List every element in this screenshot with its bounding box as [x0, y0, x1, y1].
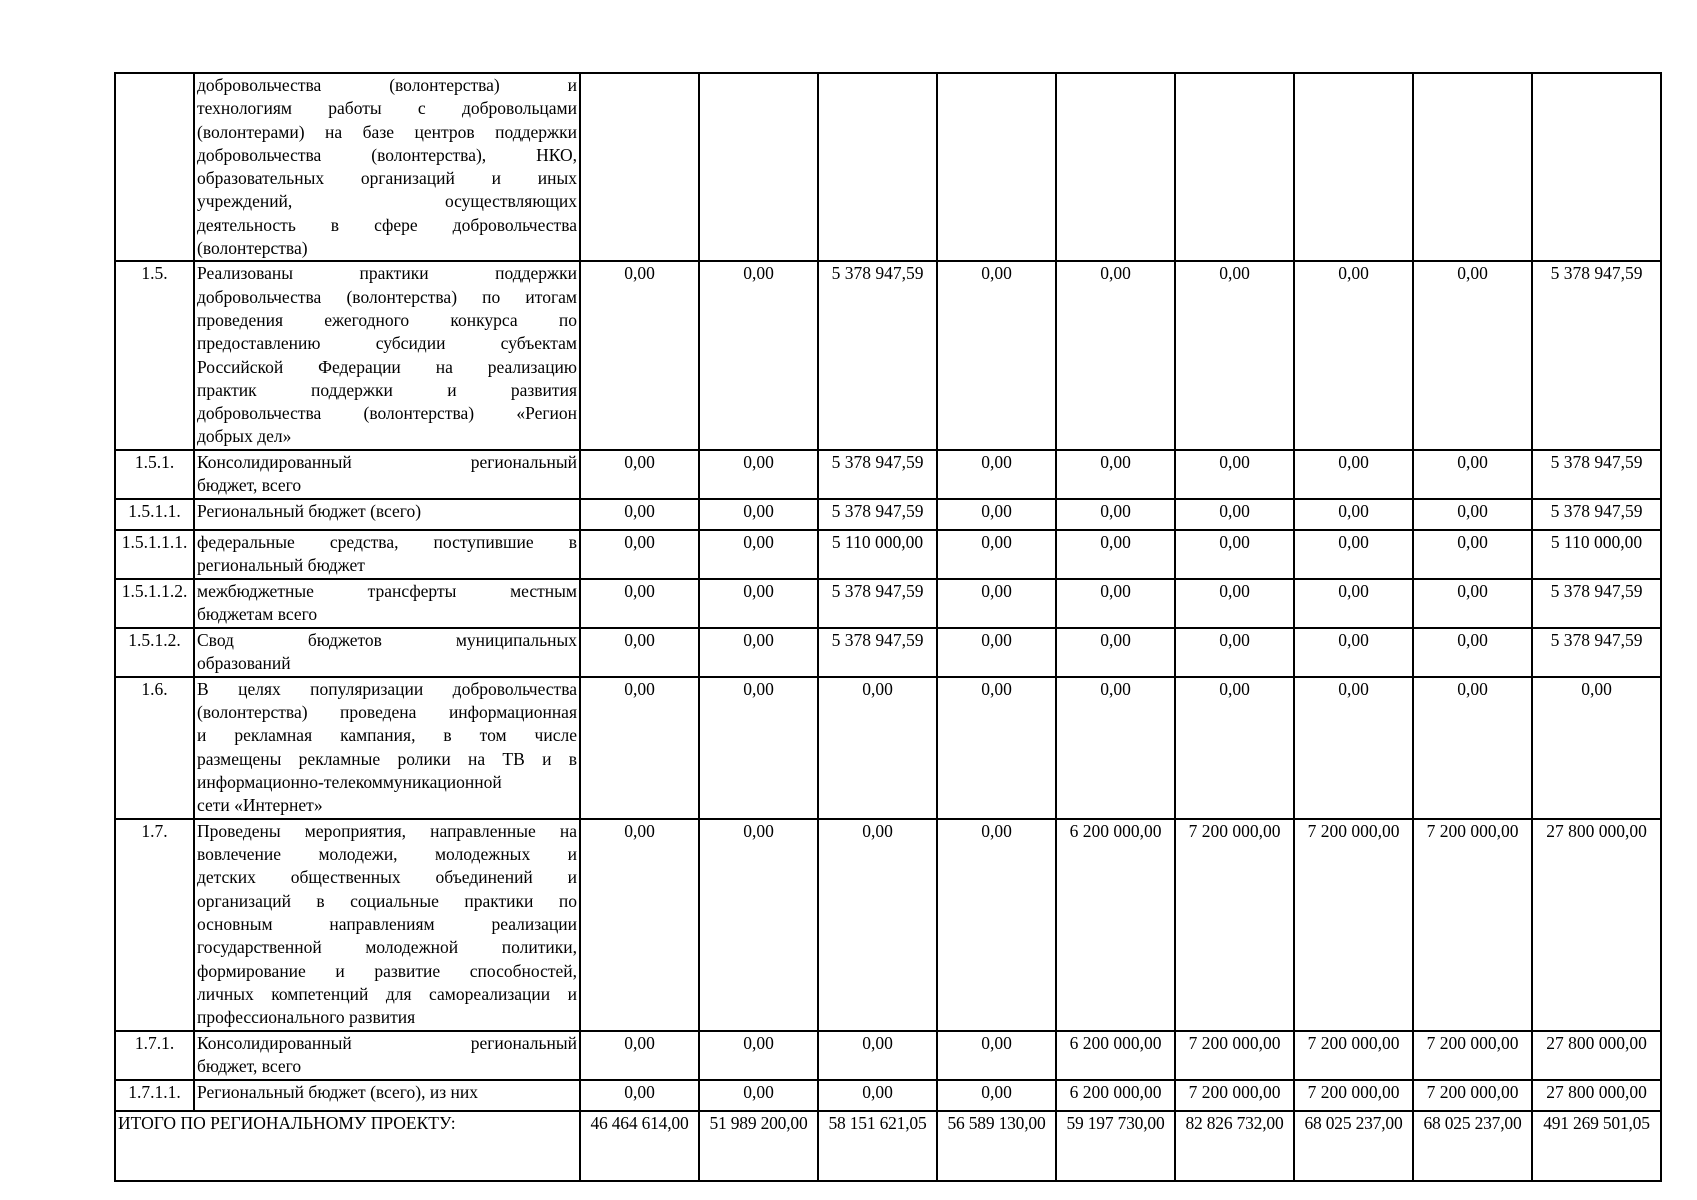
description-line: размещены рекламные ролики на ТВ и в [197, 748, 577, 769]
description-line: образований [197, 653, 291, 674]
value-cell [580, 73, 699, 261]
row-description [194, 73, 580, 261]
value-cell: 0,00 [1294, 579, 1413, 628]
table-row [115, 73, 1661, 261]
value-cell: 0,00 [1413, 628, 1532, 677]
table-body [115, 73, 1661, 1181]
value-cell: 0,00 [1175, 450, 1294, 499]
description-line: государственной молодежной политики, [197, 937, 577, 958]
value-cell: 0,00 [1175, 677, 1294, 819]
value-cell: 5 378 947,59 [1532, 450, 1661, 499]
row-number: 1.5.1. [115, 450, 194, 499]
description-line: добровольчества (волонтерства) и [197, 75, 577, 95]
description-line: (волонтерами) на базе центров поддержки [197, 121, 577, 142]
table-row [115, 1080, 1661, 1111]
value-cell: 0,00 [818, 677, 937, 819]
value-cell: 7 200 000,00 [1294, 1080, 1413, 1111]
description-line: информационно-телекоммуникационной [197, 771, 502, 792]
value-cell: 0,00 [937, 261, 1056, 449]
value-cell: 0,00 [1294, 261, 1413, 449]
value-cell: 0,00 [1413, 677, 1532, 819]
row-description [194, 579, 580, 628]
value-cell: 0,00 [699, 1080, 818, 1111]
value-cell: 0,00 [699, 628, 818, 677]
total-value-cell: 58 151 621,05 [818, 1111, 937, 1181]
value-cell: 7 200 000,00 [1413, 1080, 1532, 1111]
value-cell: 0,00 [937, 1031, 1056, 1080]
value-cell: 0,00 [580, 1080, 699, 1111]
value-cell: 0,00 [1056, 530, 1175, 579]
value-cell: 5 378 947,59 [818, 499, 937, 530]
description-line: добровольчества (волонтерства) «Регион [197, 403, 577, 424]
description-line: бюджетам всего [197, 604, 318, 625]
value-cell: 0,00 [1175, 628, 1294, 677]
description-line: предоставлению субсидии субъектам [197, 333, 577, 354]
value-cell: 0,00 [580, 819, 699, 1031]
value-cell: 6 200 000,00 [1056, 1031, 1175, 1080]
description-line: формирование и развитие способностей, [197, 960, 577, 981]
value-cell: 0,00 [580, 261, 699, 449]
value-cell: 0,00 [937, 677, 1056, 819]
value-cell: 27 800 000,00 [1532, 819, 1661, 1031]
value-cell: 0,00 [1056, 579, 1175, 628]
total-value-cell: 82 826 732,00 [1175, 1111, 1294, 1181]
total-value-cell: 59 197 730,00 [1056, 1111, 1175, 1181]
value-cell: 5 378 947,59 [1532, 261, 1661, 449]
value-cell: 0,00 [1413, 530, 1532, 579]
row-number: 1.7.1. [115, 1031, 194, 1080]
value-cell: 6 200 000,00 [1056, 1080, 1175, 1111]
table-row [115, 819, 1661, 1031]
value-cell: 0,00 [1056, 450, 1175, 499]
row-description [194, 1031, 580, 1080]
value-cell: 7 200 000,00 [1413, 819, 1532, 1031]
value-cell: 7 200 000,00 [1175, 819, 1294, 1031]
description-line: технологиям работы с добровольцами [197, 98, 577, 119]
value-cell: 0,00 [1294, 530, 1413, 579]
value-cell: 0,00 [580, 1031, 699, 1080]
description-line: учреждений, осуществляющих [197, 191, 577, 212]
description-line: добровольчества (волонтерства) по итогам [197, 286, 577, 307]
description-line: деятельность в сфере добровольчества [197, 214, 577, 235]
value-cell: 5 378 947,59 [818, 628, 937, 677]
value-cell: 7 200 000,00 [1175, 1080, 1294, 1111]
value-cell: 0,00 [937, 628, 1056, 677]
row-description [194, 261, 580, 449]
row-description [194, 1080, 580, 1111]
row-number: 1.5. [115, 261, 194, 449]
description-line: вовлечение молодежи, молодежных и [197, 844, 577, 865]
description-line: профессионального развития [197, 1007, 416, 1028]
value-cell: 0,00 [1056, 261, 1175, 449]
value-cell: 5 378 947,59 [818, 261, 937, 449]
table-row [115, 261, 1661, 449]
value-cell: 6 200 000,00 [1056, 819, 1175, 1031]
value-cell: 7 200 000,00 [1413, 1031, 1532, 1080]
row-description [194, 530, 580, 579]
value-cell [1056, 73, 1175, 261]
value-cell: 27 800 000,00 [1532, 1031, 1661, 1080]
value-cell: 5 110 000,00 [1532, 530, 1661, 579]
row-description [194, 677, 580, 819]
value-cell: 0,00 [580, 628, 699, 677]
description-line: образовательных организаций и иных [197, 168, 577, 189]
table-row [115, 628, 1661, 677]
value-cell: 0,00 [1175, 499, 1294, 530]
value-cell: 5 378 947,59 [818, 450, 937, 499]
description-line: Реализованы практики поддержки [197, 263, 577, 284]
table-row [115, 530, 1661, 579]
total-label: ИТОГО ПО РЕГИОНАЛЬНОМУ ПРОЕКТУ: [115, 1111, 580, 1181]
description-line: основным направлениям реализации [197, 913, 577, 934]
description-line: и рекламная кампания, в том числе [197, 725, 577, 746]
row-number: 1.5.1.1. [115, 499, 194, 530]
value-cell [699, 73, 818, 261]
total-value-cell: 491 269 501,05 [1532, 1111, 1661, 1181]
row-description [194, 499, 580, 530]
value-cell: 0,00 [1175, 261, 1294, 449]
value-cell: 0,00 [1294, 450, 1413, 499]
value-cell: 0,00 [580, 579, 699, 628]
value-cell: 0,00 [937, 530, 1056, 579]
value-cell: 0,00 [937, 499, 1056, 530]
value-cell: 0,00 [1056, 677, 1175, 819]
description-line: Консолидированный региональный [197, 1032, 577, 1053]
value-cell: 0,00 [580, 499, 699, 530]
value-cell: 0,00 [699, 677, 818, 819]
value-cell [1294, 73, 1413, 261]
description-line: межбюджетные трансферты местным [197, 580, 577, 601]
value-cell: 0,00 [818, 819, 937, 1031]
value-cell: 0,00 [1056, 499, 1175, 530]
value-cell: 0,00 [937, 1080, 1056, 1111]
row-description [194, 628, 580, 677]
row-number [115, 73, 194, 261]
description-line: Свод бюджетов муниципальных [197, 629, 577, 650]
description-line: (волонтерства) проведена информационная [197, 702, 577, 723]
description-line: практик поддержки и развития [197, 379, 577, 400]
row-number: 1.5.1.1.2. [115, 579, 194, 628]
value-cell: 0,00 [1294, 499, 1413, 530]
value-cell: 0,00 [1532, 677, 1661, 819]
value-cell: 0,00 [818, 1031, 937, 1080]
row-number: 1.7.1.1. [115, 1080, 194, 1111]
value-cell: 27 800 000,00 [1532, 1080, 1661, 1111]
description-line: личных компетенций для самореализации и [197, 983, 577, 1004]
row-number: 1.5.1.1.1. [115, 530, 194, 579]
value-cell [1532, 73, 1661, 261]
value-cell: 0,00 [1413, 579, 1532, 628]
value-cell: 5 378 947,59 [1532, 579, 1661, 628]
description-line: добрых дел» [197, 426, 292, 447]
value-cell: 0,00 [1413, 499, 1532, 530]
row-description [194, 819, 580, 1031]
value-cell: 5 378 947,59 [1532, 628, 1661, 677]
value-cell: 0,00 [699, 579, 818, 628]
value-cell: 0,00 [699, 819, 818, 1031]
value-cell: 0,00 [699, 261, 818, 449]
total-row [115, 1111, 1661, 1181]
description-line: детских общественных объединений и [197, 867, 577, 888]
value-cell: 0,00 [699, 499, 818, 530]
value-cell: 7 200 000,00 [1175, 1031, 1294, 1080]
value-cell: 0,00 [1056, 628, 1175, 677]
value-cell: 0,00 [1175, 579, 1294, 628]
description-line: Российской Федерации на реализацию [197, 356, 577, 377]
value-cell: 5 110 000,00 [818, 530, 937, 579]
description-line: добровольчества (волонтерства), НКО, [197, 144, 577, 165]
value-cell: 0,00 [1413, 450, 1532, 499]
total-value-cell: 46 464 614,00 [580, 1111, 699, 1181]
value-cell: 0,00 [937, 819, 1056, 1031]
value-cell: 0,00 [937, 579, 1056, 628]
table-row [115, 579, 1661, 628]
table-row [115, 677, 1661, 819]
row-description [194, 450, 580, 499]
value-cell: 0,00 [937, 450, 1056, 499]
value-cell: 0,00 [699, 450, 818, 499]
total-value-cell: 68 025 237,00 [1294, 1111, 1413, 1181]
value-cell: 0,00 [1294, 628, 1413, 677]
value-cell: 0,00 [1413, 261, 1532, 449]
value-cell: 0,00 [1175, 530, 1294, 579]
value-cell: 0,00 [580, 450, 699, 499]
description-line: Консолидированный региональный [197, 451, 577, 472]
description-line: сети «Интернет» [197, 795, 323, 816]
value-cell [937, 73, 1056, 261]
value-cell [1413, 73, 1532, 261]
value-cell [1175, 73, 1294, 261]
description-line: бюджет, всего [197, 475, 302, 496]
budget-table [114, 72, 1662, 1182]
value-cell: 0,00 [699, 1031, 818, 1080]
description-line: бюджет, всего [197, 1056, 302, 1077]
row-number: 1.7. [115, 819, 194, 1031]
description-line: (волонтерства) [197, 238, 308, 259]
total-value-cell: 51 989 200,00 [699, 1111, 818, 1181]
value-cell: 7 200 000,00 [1294, 1031, 1413, 1080]
total-value-cell: 68 025 237,00 [1413, 1111, 1532, 1181]
row-number: 1.6. [115, 677, 194, 819]
description-line: Региональный бюджет (всего) [197, 500, 422, 521]
description-line: Проведены мероприятия, направленные на [197, 820, 577, 841]
description-line: В целях популяризации добровольчества [197, 678, 577, 699]
value-cell: 5 378 947,59 [1532, 499, 1661, 530]
value-cell: 0,00 [580, 530, 699, 579]
value-cell: 0,00 [1294, 677, 1413, 819]
table-row [115, 499, 1661, 530]
value-cell: 0,00 [818, 1080, 937, 1111]
row-number: 1.5.1.2. [115, 628, 194, 677]
description-line: проведения ежегодного конкурса по [197, 309, 577, 330]
table-row [115, 450, 1661, 499]
value-cell: 7 200 000,00 [1294, 819, 1413, 1031]
value-cell: 5 378 947,59 [818, 579, 937, 628]
description-line: федеральные средства, поступившие в [197, 531, 577, 552]
value-cell [818, 73, 937, 261]
description-line: организаций в социальные практики по [197, 890, 577, 911]
value-cell: 0,00 [580, 677, 699, 819]
table-row [115, 1031, 1661, 1080]
description-line: региональный бюджет [197, 555, 365, 576]
total-value-cell: 56 589 130,00 [937, 1111, 1056, 1181]
value-cell: 0,00 [699, 530, 818, 579]
description-line: Региональный бюджет (всего), из них [197, 1081, 479, 1102]
